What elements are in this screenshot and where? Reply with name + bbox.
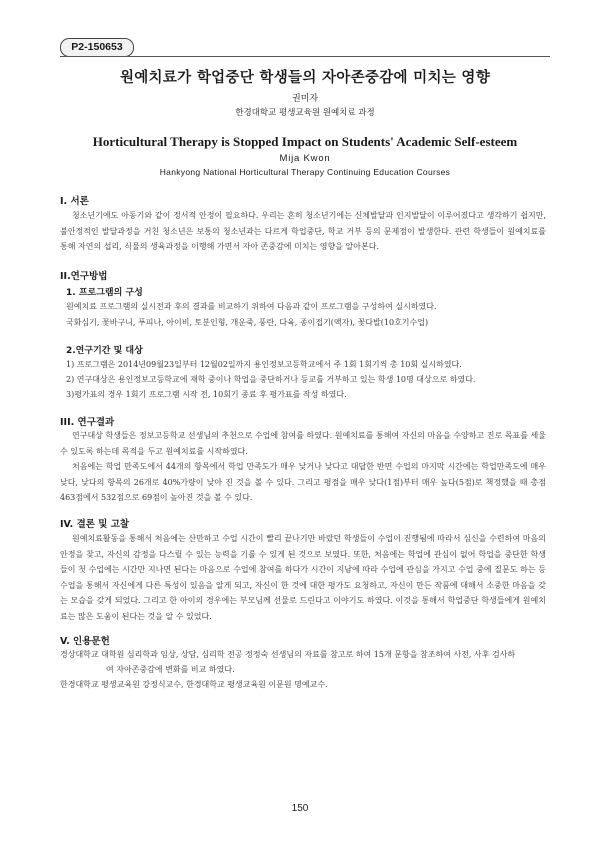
english-affiliation: Hankyong National Horticultural Therapy Continuing Education Courses bbox=[159, 167, 451, 177]
conclusion-paragraph: 원예치료활동을 통해서 처음에는 산만하고 수업 시간이 빨리 끝나기만 바랐던 학생들이 수업이 진행됨에 따라서 심신을 수련하여 마음의 안정을 찾고, 자신의 감정을 다스릴 수 있는 능력을 기를 수 있게 된 것으로 보였다. 또한, 처음에는 학업에 관심이 없어 학업을 중단한 학생들이 첫 수업에는 시간만 지나면 된다는 마음으로 수업에 참여를 하다가 시간이 지남에 따라 수업에 관심을 가지고 수업 중에 질문도 하는 등 수업을 통해서 자신에게 다른 특성이 있음을 알게 되고, 자신이 한 것에 대한 평가도 요청하고, 자신이 만든 작품에 대해서 소중한 마음을 갖는 모습을 갖게 되었다. 그리고 한 아이의 경우에는 부모님께 선물로 드린다고 이야기도 하였다. 이것을 통해서 학업중단 학생들에게 원예치료는 많은 도움이 된다는 것을 알 수 있었다. bbox=[60, 534, 546, 621]
section-heading-conclusion: IV. 결론 및 고찰 bbox=[60, 519, 130, 530]
korean-title: 원예치료가 학업중단 학생들의 자아존중감에 미치는 영향 bbox=[119, 70, 491, 86]
section-heading-intro: I. 서론 bbox=[60, 196, 89, 207]
english-author: Mija Kwon bbox=[279, 153, 331, 164]
reference-1: 경상대학교 대학원 심리학과 임상, 상담, 심리학 전공 정정숙 선생님의 자료를 참고로 하여 15개 문항을 참조하여 사전, 사후 검사하 bbox=[60, 650, 516, 659]
results-paragraph-2: 처음에는 학업 만족도에서 44개의 항목에서 학업 만족도가 매우 낮거나 낮다고 대답한 반면 수업의 마지막 시간에는 학업만족도에 매우 낮다, 낮다의 항목의 26개로 40%가량이 낮아 진 것을 볼 수 있다. 그리고 평점을 매우 낮다(1점)부터 매우 높다(5점)로 책정했을 때 총점 463점에서 532점으로 69점이 높아진 것을 볼 수 있다. bbox=[60, 462, 546, 503]
english-title: Horticultural Therapy is Stopped Impact on Students' Academic Self-esteem bbox=[92, 134, 518, 149]
reference-2: 한경대학교 평생교육원 강정식교수, 한경대학교 평생교육원 이문원 명예교수. bbox=[60, 680, 328, 689]
period-item-3: 3)평가표의 경우 1회기 프로그램 시작 전, 10회기 종료 후 평가표를 작성 하였다. bbox=[66, 390, 347, 399]
header-divider bbox=[60, 56, 550, 57]
korean-author: 권미자 bbox=[291, 94, 319, 104]
section-heading-references: V. 인용문헌 bbox=[60, 636, 110, 647]
intro-paragraph: 청소년기에도 아동기와 같이 정서적 안정이 필요하다. 우리는 흔히 청소년기에는 신체발달과 인지발달이 이루어졌다고 생각하기 쉽지만, 불안정적인 발달과정을 거친 청소년은 보통의 청소년과는 다르게 학업중단, 학교 거부 등의 문제점이 발생한다. 관련 학생들이 원예치료를 통해 자연의 섭리, 식물의 생육과정을 이행해 가면서 자아 존중감에 미치는 영향을 알아본다. bbox=[60, 211, 546, 252]
page-number: 150 bbox=[291, 803, 309, 814]
subsection-heading-period: 2.연구기간 및 대상 bbox=[66, 346, 143, 356]
results-paragraph-1: 연구대상 학생들은 정보고등학교 선생님의 추천으로 수업에 참여를 하였다. 원예치료를 통해여 자신의 마음을 수양하고 진로 목표를 세울 수 있도록 하는데 목적을 두고 원예치료를 시작하였다. bbox=[60, 431, 546, 456]
section-heading-methods: II.연구방법 bbox=[60, 271, 108, 282]
program-activities: 국화심기, 꽃바구니, 푸피나, 아이비, 토분인형, 개운죽, 풍란, 다육, 종이접기(액자), 꽃다발(10호기수업) bbox=[66, 318, 429, 327]
program-description: 원예치료 프로그램의 실시전과 후의 결과를 비교하기 위하여 다음과 같이 프로그램을 구성하여 실시하였다. bbox=[66, 302, 437, 311]
period-item-1: 1) 프로그램은 2014년09월23일부터 12월02일까지 용인정보고등학교에서 주 1회 1회기씩 총 10회 실시하였다. bbox=[66, 360, 462, 369]
reference-1-continued: 여 자아존중감에 변화를 비교 하였다. bbox=[106, 665, 235, 674]
paper-code-badge: P2-150653 bbox=[60, 38, 134, 57]
period-item-2: 2) 연구대상은 용인정보고등학교에 재학 중이나 학업을 중단하거나 등교를 거부하고 있는 학생 10명 대상으로 하였다. bbox=[66, 375, 476, 384]
section-heading-results: III. 연구결과 bbox=[60, 417, 115, 428]
korean-affiliation: 한경대학교 평생교육원 원예치료 과정 bbox=[235, 108, 375, 118]
subsection-heading-program: 1. 프로그램의 구성 bbox=[66, 288, 143, 298]
